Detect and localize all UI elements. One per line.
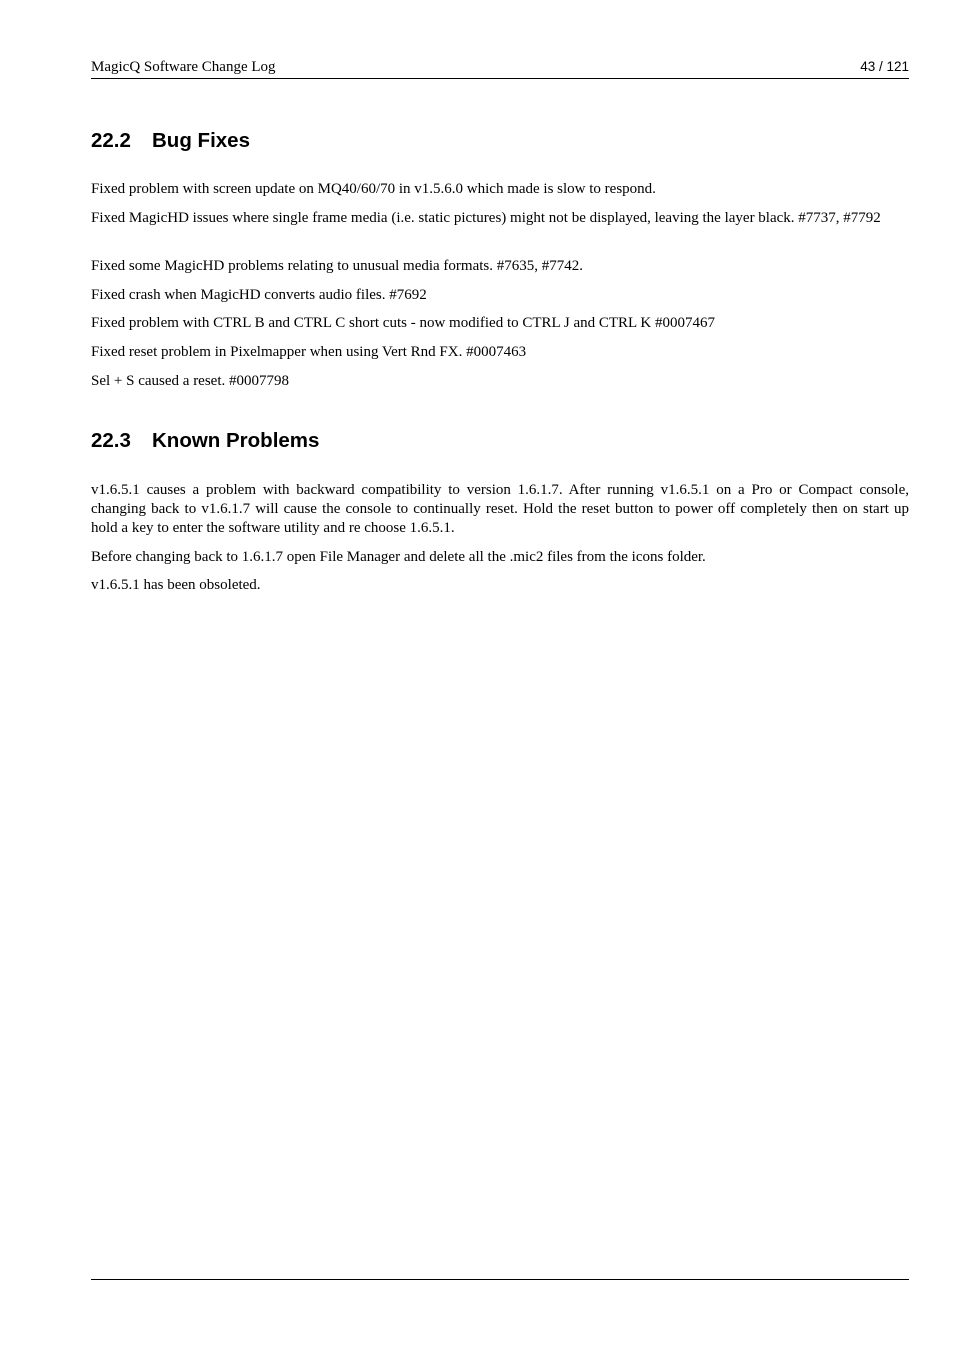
known-problem-item: Before changing back to 1.6.1.7 open File Manager and delete all the .mic2 files from the icons folder. [91, 549, 706, 565]
section-number: 22.3 [91, 429, 131, 452]
page-footer-rule [91, 1279, 909, 1280]
bug-fix-item: Sel + S caused a reset. #0007798 [91, 373, 290, 389]
known-problem-item: v1.6.5.1 has been obsoleted. [91, 577, 261, 593]
known-problem-item: v1.6.5.1 causes a problem with backward compatibility to version 1.6.1.7. After running v1.6.5.1 on a Pro or Compact console, changing back to v1.6.1.7 will cause the console to continually reset. Hold the reset button to power off completely then on start up hold a key to enter the software utility and re choose 1.6.5.1. [91, 482, 909, 536]
section-heading-known-problems [91, 429, 319, 453]
bug-fix-item: Fixed some MagicHD problems relating to unusual media formats. #7635, #7742. [91, 258, 584, 274]
section-title: Known Problems [152, 429, 320, 452]
section-number: 22.2 [91, 129, 131, 152]
section-title: Bug Fixes [152, 129, 250, 152]
document-title: MagicQ Software Change Log [91, 59, 276, 75]
bug-fix-item: Fixed reset problem in Pixelmapper when using Vert Rnd FX. #0007463 [91, 344, 527, 360]
page-number: 43 / 121 [860, 59, 909, 74]
bug-fix-item: Fixed MagicHD issues where single frame media (i.e. static pictures) might not be displayed, leaving the layer black. #7737, #7792 [91, 210, 881, 226]
bug-fix-item: Fixed problem with screen update on MQ40/60/70 in v1.5.6.0 which made is slow to respond. [91, 181, 656, 197]
bug-fix-item: Fixed problem with CTRL B and CTRL C short cuts - now modified to CTRL J and CTRL K #0007467 [91, 315, 715, 331]
bug-fix-item: Fixed crash when MagicHD converts audio files. #7692 [91, 287, 427, 303]
section-heading-bug-fixes [91, 129, 250, 153]
page-header [91, 58, 909, 79]
